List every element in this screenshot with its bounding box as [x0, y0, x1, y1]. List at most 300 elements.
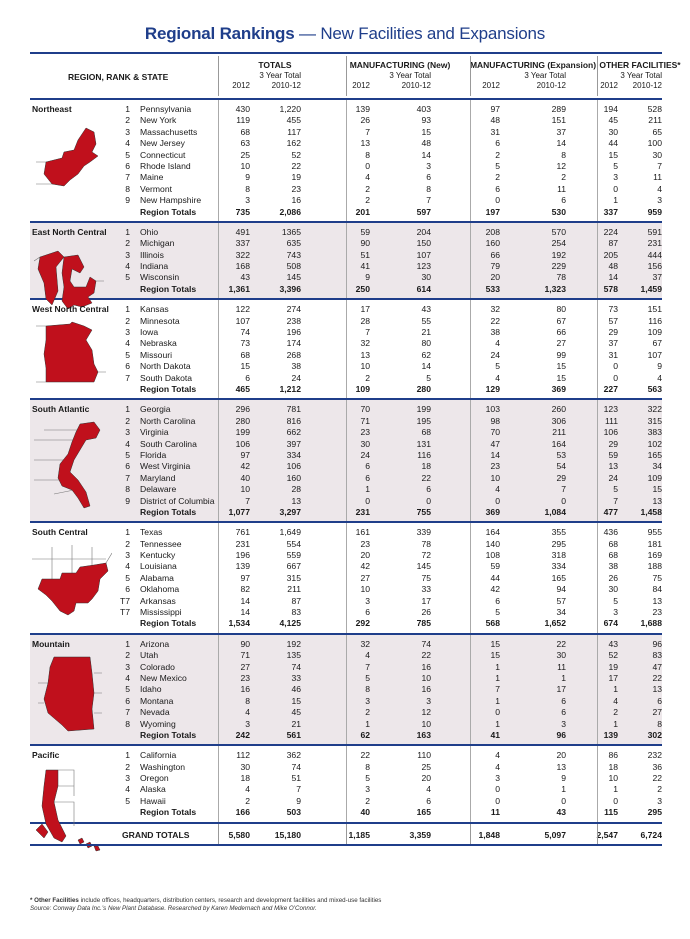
rank: 4 — [125, 672, 130, 683]
value-cell: 6 — [561, 195, 566, 206]
grand-total-cell: 1,848 — [478, 829, 500, 840]
value-cell: 7 — [495, 684, 500, 695]
value-cell: 15 — [490, 650, 500, 661]
value-cell: 2 — [365, 195, 370, 206]
value-cell: 21 — [421, 327, 431, 338]
value-cell: 1,220 — [279, 104, 301, 114]
value-cell: 8 — [365, 684, 370, 695]
region-section — [30, 400, 662, 523]
value-cell: 23 — [291, 183, 301, 194]
value-cell: 8 — [657, 718, 662, 729]
rank: 1 — [125, 527, 130, 538]
value-cell: 8 — [365, 149, 370, 160]
value-cell: 27 — [556, 338, 566, 349]
value-cell: 168 — [235, 261, 250, 272]
column-divider — [597, 56, 598, 96]
state-name: Montana — [140, 695, 174, 706]
value-cell: 79 — [490, 261, 500, 272]
state-name: Nebraska — [140, 338, 177, 349]
state-name: Florida — [140, 449, 167, 460]
rank: 7 — [125, 172, 130, 183]
value-cell: 8 — [245, 183, 250, 194]
value-cell: 156 — [647, 261, 662, 272]
total-cell: 533 — [485, 283, 500, 294]
value-cell: 14 — [556, 138, 566, 149]
region-rank-state-header: REGION, RANK & STATE — [68, 72, 169, 82]
value-cell: 315 — [286, 572, 301, 583]
value-cell: 7 — [426, 195, 431, 206]
column-divider — [470, 100, 471, 221]
column-divider — [346, 56, 347, 96]
column-divider — [218, 100, 219, 221]
value-cell: 295 — [551, 538, 566, 549]
value-cell: 38 — [608, 561, 618, 572]
value-cell: 97 — [240, 449, 250, 460]
value-cell: 430 — [235, 104, 250, 114]
total-cell: 568 — [485, 618, 500, 629]
value-cell: 75 — [652, 572, 662, 583]
state-name: New York — [140, 115, 177, 126]
total-cell: 163 — [416, 729, 431, 740]
value-cell: 10 — [421, 672, 431, 683]
value-cell: 403 — [416, 104, 431, 114]
column-divider — [218, 523, 219, 633]
grand-totals-row — [30, 824, 662, 846]
value-cell: 26 — [608, 572, 618, 583]
rank: 8 — [125, 183, 130, 194]
value-cell: 0 — [495, 195, 500, 206]
value-cell: 107 — [647, 349, 662, 360]
state-name: Washington — [140, 761, 186, 772]
value-cell: 70 — [490, 427, 500, 438]
value-cell: 24 — [490, 349, 500, 360]
total-cell: 62 — [360, 729, 370, 740]
column-divider — [470, 635, 471, 745]
value-cell: 0 — [561, 495, 566, 506]
value-cell: 4 — [495, 372, 500, 383]
value-cell: 188 — [647, 561, 662, 572]
region-totals-label: Region Totals — [140, 729, 197, 740]
total-cell: 369 — [551, 383, 566, 394]
value-cell: 0 — [613, 795, 618, 806]
grand-total-cell: 5,580 — [228, 829, 250, 840]
value-cell: 3 — [657, 795, 662, 806]
rank: 4 — [125, 784, 130, 795]
value-cell: 22 — [291, 160, 301, 171]
value-cell: 7 — [365, 327, 370, 338]
value-cell: 8 — [365, 761, 370, 772]
state-name: New Mexico — [140, 672, 187, 683]
value-cell: 229 — [551, 261, 566, 272]
value-cell: 31 — [608, 349, 618, 360]
state-name: Minnesota — [140, 315, 180, 326]
value-cell: 34 — [556, 607, 566, 618]
value-cell: 7 — [245, 495, 250, 506]
rank: 3 — [125, 550, 130, 561]
value-cell: 3 — [657, 195, 662, 206]
value-cell: 26 — [421, 607, 431, 618]
region-totals-label: Region Totals — [140, 807, 197, 818]
value-cell: 10 — [608, 773, 618, 784]
value-cell: 1 — [561, 784, 566, 795]
value-cell: 106 — [286, 461, 301, 472]
total-cell: 166 — [235, 807, 250, 818]
region-totals-label: Region Totals — [140, 383, 197, 394]
grand-total-cell: 3,359 — [409, 829, 431, 840]
value-cell: 109 — [647, 327, 662, 338]
total-cell: 227 — [603, 383, 618, 394]
column-divider — [597, 746, 598, 821]
value-cell: 16 — [291, 195, 301, 206]
value-cell: 232 — [647, 750, 662, 761]
value-cell: 14 — [608, 272, 618, 283]
total-cell: 96 — [556, 729, 566, 740]
region-name: Northeast — [32, 104, 72, 114]
rank: 9 — [125, 195, 130, 206]
value-cell: 23 — [240, 672, 250, 683]
rank: 6 — [125, 361, 130, 372]
value-cell: 9 — [296, 795, 301, 806]
value-cell: 18 — [421, 461, 431, 472]
value-cell: 116 — [648, 315, 662, 326]
value-cell: 43 — [421, 304, 431, 315]
value-cell: 99 — [556, 349, 566, 360]
column-divider — [346, 523, 347, 633]
state-name: North Dakota — [140, 361, 191, 372]
value-cell: 42 — [240, 461, 250, 472]
state-name: Alaska — [140, 784, 166, 795]
value-cell: 78 — [556, 272, 566, 283]
value-cell: 15 — [291, 695, 301, 706]
value-cell: 383 — [647, 427, 662, 438]
state-name: Kansas — [140, 304, 169, 315]
value-cell: 151 — [551, 115, 566, 126]
value-cell: 87 — [291, 595, 301, 606]
total-cell: 597 — [416, 206, 431, 217]
value-cell: 14 — [240, 607, 250, 618]
state-name: Maine — [140, 172, 164, 183]
value-cell: 3 — [245, 718, 250, 729]
value-cell: 4 — [495, 484, 500, 495]
rank: 2 — [125, 650, 130, 661]
column-divider — [218, 56, 219, 96]
value-cell: 231 — [235, 538, 250, 549]
value-cell: 5 — [613, 595, 618, 606]
value-cell: 1 — [365, 484, 370, 495]
value-cell: 66 — [490, 249, 500, 260]
value-cell: 15 — [421, 126, 431, 137]
value-cell: 57 — [556, 595, 566, 606]
column-divider — [597, 635, 598, 745]
value-cell: 15 — [608, 149, 618, 160]
value-cell: 0 — [365, 495, 370, 506]
value-cell: 41 — [360, 261, 370, 272]
value-cell: 106 — [235, 438, 250, 449]
total-cell: 11 — [490, 807, 500, 818]
value-cell: 93 — [421, 115, 431, 126]
value-cell: 102 — [647, 438, 662, 449]
three-year-header: 3 Year Total — [259, 71, 301, 80]
value-cell: 5 — [495, 361, 500, 372]
value-cell: 10 — [360, 361, 370, 372]
value-cell: 1 — [495, 672, 500, 683]
value-cell: 17 — [421, 595, 431, 606]
value-cell: 22 — [556, 638, 566, 649]
rank: 1 — [125, 304, 130, 315]
value-cell: 62 — [421, 349, 431, 360]
rank: 7 — [125, 707, 130, 718]
value-cell: 397 — [286, 438, 301, 449]
year-range-header: 2010-12 — [632, 81, 662, 90]
total-cell: 1,077 — [228, 506, 250, 517]
total-cell: 1,534 — [228, 618, 250, 629]
total-cell: 578 — [603, 283, 618, 294]
value-cell: 164 — [485, 527, 500, 538]
value-cell: 14 — [421, 361, 431, 372]
value-cell: 4 — [495, 761, 500, 772]
value-cell: 289 — [551, 104, 566, 114]
rank: 2 — [125, 415, 130, 426]
value-cell: 15 — [556, 361, 566, 372]
state-name: Alabama — [140, 572, 174, 583]
value-cell: 25 — [240, 149, 250, 160]
rank: 3 — [125, 773, 130, 784]
value-cell: 100 — [647, 138, 662, 149]
value-cell: 16 — [421, 684, 431, 695]
value-cell: 165 — [551, 572, 566, 583]
value-cell: 6 — [365, 607, 370, 618]
state-name: Mississippi — [140, 607, 182, 618]
value-cell: 94 — [556, 584, 566, 595]
value-cell: 80 — [421, 338, 431, 349]
state-name: Georgia — [140, 404, 171, 415]
value-cell: 97 — [490, 104, 500, 114]
value-cell: 161 — [355, 527, 370, 538]
value-cell: 17 — [608, 672, 618, 683]
column-group-header: TOTALS — [258, 60, 292, 70]
value-cell: 2 — [365, 372, 370, 383]
value-cell: 192 — [286, 638, 301, 649]
value-cell: 84 — [652, 584, 662, 595]
total-cell: 295 — [647, 807, 662, 818]
value-cell: 268 — [286, 349, 301, 360]
value-cell: 139 — [235, 561, 250, 572]
total-cell: 563 — [647, 383, 662, 394]
total-cell: 280 — [416, 383, 431, 394]
value-cell: 70 — [360, 404, 370, 415]
value-cell: 13 — [360, 138, 370, 149]
total-cell: 139 — [603, 729, 618, 740]
value-cell: 87 — [608, 238, 618, 249]
region-totals-label: Region Totals — [140, 506, 197, 517]
value-cell: 24 — [608, 472, 618, 483]
value-cell: 5 — [495, 607, 500, 618]
total-cell: 369 — [485, 506, 500, 517]
value-cell: 761 — [235, 527, 250, 538]
state-name: Wyoming — [140, 718, 176, 729]
value-cell: 211 — [648, 115, 662, 126]
value-cell: 68 — [240, 349, 250, 360]
value-cell: 260 — [551, 404, 566, 415]
grand-total-cell: 6,724 — [640, 829, 662, 840]
grand-totals-label: GRAND TOTALS — [122, 829, 190, 840]
value-cell: 955 — [647, 527, 662, 538]
value-cell: 2 — [365, 707, 370, 718]
value-cell: 5 — [426, 372, 431, 383]
state-name: Indiana — [140, 261, 169, 272]
value-cell: 23 — [490, 461, 500, 472]
value-cell: 14 — [421, 149, 431, 160]
state-name: Connecticut — [140, 149, 186, 160]
value-cell: 1 — [495, 661, 500, 672]
value-cell: 145 — [286, 272, 301, 283]
rank: T7 — [119, 607, 130, 618]
value-cell: 13 — [556, 761, 566, 772]
value-cell: 30 — [240, 761, 250, 772]
region-name: South Atlantic — [32, 404, 90, 415]
value-cell: 51 — [360, 249, 370, 260]
rank: 5 — [125, 684, 130, 695]
state-name: Maryland — [140, 472, 176, 483]
value-cell: 3 — [245, 195, 250, 206]
state-name: Missouri — [140, 349, 172, 360]
value-cell: 1 — [613, 195, 618, 206]
value-cell: 83 — [291, 607, 301, 618]
year-header: 2012 — [600, 81, 618, 90]
region-name: South Central — [32, 527, 88, 538]
value-cell: 109 — [647, 472, 662, 483]
value-cell: 42 — [490, 584, 500, 595]
value-cell: 3 — [365, 695, 370, 706]
value-cell: 322 — [647, 404, 662, 415]
value-cell: 45 — [608, 115, 618, 126]
rank: 3 — [125, 126, 130, 137]
value-cell: 5 — [613, 160, 618, 171]
value-cell: 74 — [291, 761, 301, 772]
state-name: Utah — [140, 650, 159, 661]
value-cell: 135 — [286, 650, 301, 661]
value-cell: 559 — [286, 550, 301, 561]
value-cell: 1 — [495, 718, 500, 729]
column-divider — [218, 746, 219, 821]
value-cell: 8 — [561, 149, 566, 160]
column-divider — [470, 300, 471, 398]
value-cell: 0 — [495, 495, 500, 506]
value-cell: 37 — [556, 126, 566, 137]
value-cell: 27 — [360, 572, 370, 583]
value-cell: 31 — [490, 126, 500, 137]
rank: 4 — [125, 261, 130, 272]
value-cell: 4 — [245, 707, 250, 718]
value-cell: 68 — [608, 550, 618, 561]
value-cell: 123 — [416, 261, 431, 272]
total-cell: 302 — [647, 729, 662, 740]
value-cell: 107 — [416, 249, 431, 260]
value-cell: 68 — [608, 538, 618, 549]
value-cell: 199 — [235, 427, 250, 438]
rank: 7 — [125, 372, 130, 383]
value-cell: 2 — [245, 795, 250, 806]
value-cell: 10 — [490, 472, 500, 483]
value-cell: 96 — [652, 638, 662, 649]
value-cell: 6 — [426, 795, 431, 806]
year-header: 2012 — [352, 81, 370, 90]
value-cell: 0 — [495, 795, 500, 806]
value-cell: 82 — [240, 584, 250, 595]
value-cell: 635 — [286, 238, 301, 249]
value-cell: 6 — [365, 461, 370, 472]
value-cell: 15 — [240, 361, 250, 372]
value-cell: 194 — [603, 104, 618, 114]
rank: 5 — [125, 449, 130, 460]
value-cell: 174 — [286, 338, 301, 349]
value-cell: 14 — [240, 595, 250, 606]
value-cell: 10 — [360, 584, 370, 595]
value-cell: 1 — [613, 784, 618, 795]
value-cell: 238 — [286, 315, 301, 326]
grand-total-cell: 15,180 — [274, 829, 301, 840]
column-divider — [346, 635, 347, 745]
value-cell: 3 — [561, 718, 566, 729]
value-cell: 48 — [490, 115, 500, 126]
value-cell: 32 — [360, 338, 370, 349]
value-cell: 68 — [240, 126, 250, 137]
value-cell: 21 — [291, 718, 301, 729]
value-cell: 13 — [608, 461, 618, 472]
value-cell: 23 — [652, 607, 662, 618]
value-cell: 33 — [421, 584, 431, 595]
value-cell: 3 — [495, 773, 500, 784]
rank: 2 — [125, 115, 130, 126]
value-cell: 66 — [556, 327, 566, 338]
total-cell: 165 — [416, 807, 431, 818]
total-cell: 1,323 — [544, 283, 566, 294]
value-cell: 160 — [286, 472, 301, 483]
value-cell: 27 — [652, 707, 662, 718]
value-cell: 181 — [647, 538, 662, 549]
value-cell: 18 — [608, 761, 618, 772]
state-name: Hawaii — [140, 795, 166, 806]
value-cell: 7 — [296, 784, 301, 795]
region-name: Pacific — [32, 750, 60, 761]
value-cell: 29 — [556, 472, 566, 483]
value-cell: 0 — [613, 372, 618, 383]
column-divider — [218, 400, 219, 521]
total-cell: 674 — [603, 618, 618, 629]
value-cell: 274 — [286, 304, 301, 315]
value-cell: 37 — [652, 272, 662, 283]
value-cell: 9 — [245, 172, 250, 183]
total-cell: 129 — [485, 383, 500, 394]
rank: 7 — [125, 472, 130, 483]
total-cell: 1,688 — [640, 618, 662, 629]
state-name: Massachusetts — [140, 126, 198, 137]
value-cell: 334 — [286, 449, 301, 460]
total-cell: 4,125 — [279, 618, 301, 629]
state-name: Delaware — [140, 484, 177, 495]
column-divider — [346, 400, 347, 521]
total-cell: 3,297 — [279, 506, 301, 517]
value-cell: 3 — [426, 695, 431, 706]
value-cell: 4 — [365, 650, 370, 661]
value-cell: 97 — [240, 572, 250, 583]
rank: 5 — [125, 149, 130, 160]
total-cell: 1,212 — [279, 383, 301, 394]
value-cell: 32 — [490, 304, 500, 315]
value-cell: 6 — [561, 707, 566, 718]
value-cell: 20 — [556, 750, 566, 761]
value-cell: 8 — [245, 695, 250, 706]
